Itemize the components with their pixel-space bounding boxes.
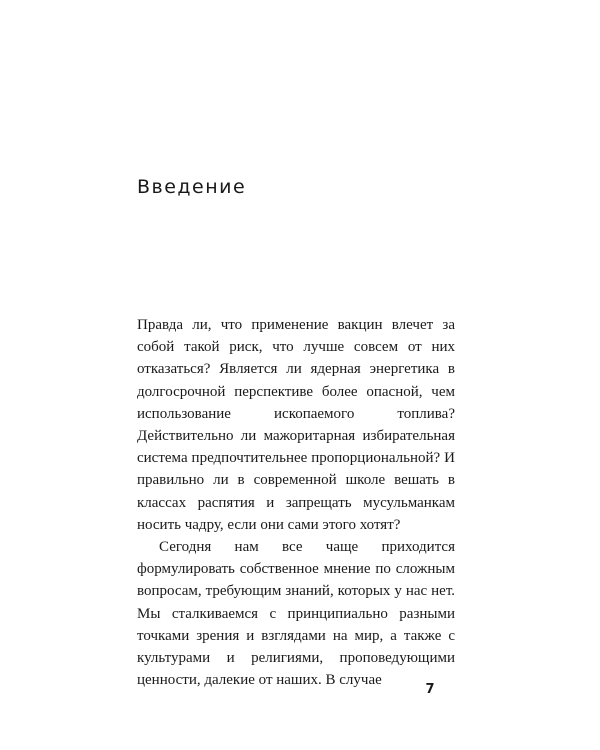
paragraph: Правда ли, что применение вакцин влечет за собой такой риск, что лучше совсем от них отказаться? Является ли ядерная энергетика в долгосрочной перспективе более опасной, чем использование ископаемого топлива? Действительно ли мажоритарная избирательная система предпочтительнее пропорциональной? И правильно ли в современной школе вешать в классах распятия и запрещать мусульманкам носить чадру, если они сами этого хотят? — [137, 317, 455, 533]
body-text — [137, 314, 455, 691]
paragraph: Сегодня нам все чаще приходится формулировать собственное мнение по сложным вопросам, требующим знаний, которых у нас нет. Мы сталкиваемся с принципиально разными точками зрения и взглядами на мир, а также с культурами и религиями, проповедующими ценности, далекие от наших. В случае — [137, 539, 455, 689]
chapter-title: Введение — [137, 176, 247, 198]
page-number: 7 — [425, 682, 435, 697]
